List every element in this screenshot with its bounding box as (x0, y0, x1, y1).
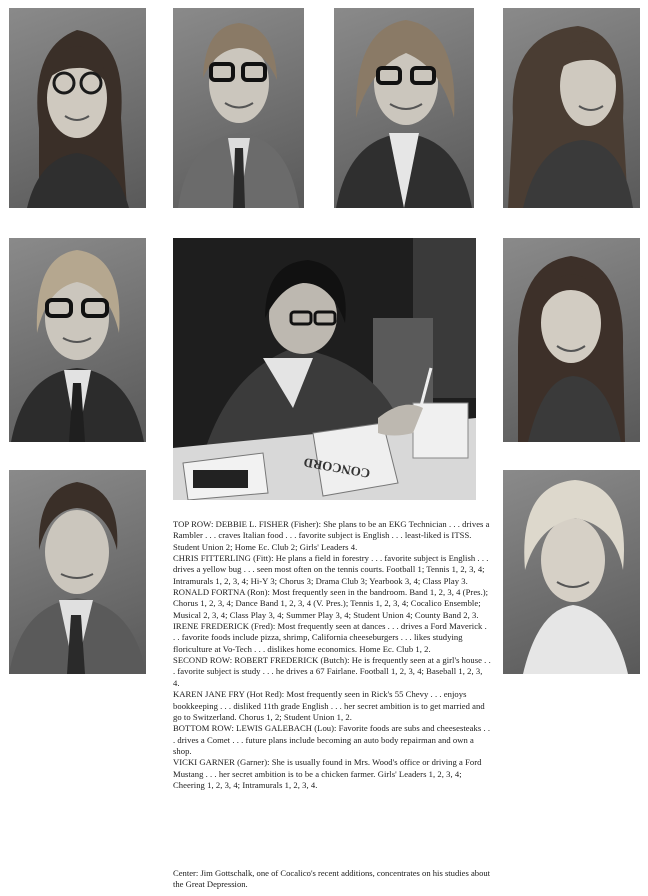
bio-vicki-garner: VICKI GARNER (Garner): She is usually found in Mrs. Wood's office or driving a Ford Mustang . . . her secret ambition is to be a chicken farmer. Girls' Leaders 1, 2, 3, 4; Cheering 1, 2, 3, 4; Intramurals 1, 2, 3, 4. (173, 757, 482, 790)
portrait-debbie-fisher (9, 8, 146, 208)
portrait-lewis-galebach (9, 470, 146, 674)
center-photo-caption: Center: Jim Gottschalk, one of Cocalico's recent additions, concentrates on his studies about the Great Depression. (173, 868, 491, 890)
bio-lewis-galebach: BOTTOM ROW: LEWIS GALEBACH (Lou): Favorite foods are subs and cheesesteaks . . . drives a Comet . . . future plans include becoming an auto body repairman and own a shop. (173, 723, 491, 756)
portrait-karen-fry (503, 238, 640, 442)
bio-chris-fitterling: CHRIS FITTERLING (Fitt): He plans a field in forestry . . . favorite subject is English . . . drives a yellow bug . . . seen most often on the tennis courts. Football 1; Tennis 1, 2, 3, 4; Intramurals 1, 2, 3, 4; Hi-Y 3; Chorus 3; Drama Club 3; Yearbook 3, 4; Class Play 3. (173, 553, 489, 586)
center-photo-caption-block (173, 868, 491, 891)
bio-debbie-fisher: TOP ROW: DEBBIE L. FISHER (Fisher): She plans to be an EKG Technician . . . drives a Rambler . . . craves Italian food . . . favorite subject is English . . . least-liked is ITSS. Student Union 2; Home Ec. Club 2; Girls' Leaders 4. (173, 519, 490, 552)
bio-robert-frederick: SECOND ROW: ROBERT FREDERICK (Butch): He is frequently seen at a girl's house . . . favorite subject is study . . . he drives a 67 Fairlane. Football 1, 2, 3, 4; Baseball 1, 2, 3, 4. (173, 655, 491, 688)
bio-karen-fry: KAREN JANE FRY (Hot Red): Most frequently seen in Rick's 55 Chevy . . . enjoys bookkeeping . . . disliked 11th grade English . . . her secret ambition is to get married and go to Switzerland. Chorus 1, 2; Student Union 1, 2. (173, 689, 485, 722)
portrait-vicki-garner (503, 470, 640, 674)
center-photo-book-title: CONCORD (302, 454, 372, 482)
portrait-chris-fitterling (173, 8, 304, 208)
portrait-irene-frederick (503, 8, 640, 208)
center-photo-student-studying (173, 238, 476, 500)
portrait-robert-frederick (9, 238, 146, 442)
senior-bios (173, 519, 491, 791)
bio-ronald-fortna: RONALD FORTNA (Ron): Most frequently seen in the bandroom. Band 1, 2, 3, 4 (Pres.); Chorus 1, 2, 3, 4; Dance Band 1, 2, 3, 4 (V. Pres.); Tennis 1, 2, 3, 4; Cocalico Ensemble; Musical 2, 3, 4; Class Play 3, 4; Summer Play 3, 4; Student Union 4; County Band 2, 3. (173, 587, 489, 620)
portrait-ronald-fortna (334, 8, 474, 208)
bio-irene-frederick: IRENE FREDERICK (Fred): Most frequently seen at dances . . . drives a Ford Maverick . . . favorite foods include pizza, shrimp, California cheeseburgers . . . likes studying floriculture at Vo-Tech . . . dislikes home economics. Home Ec. Club 1, 2. (173, 621, 487, 654)
